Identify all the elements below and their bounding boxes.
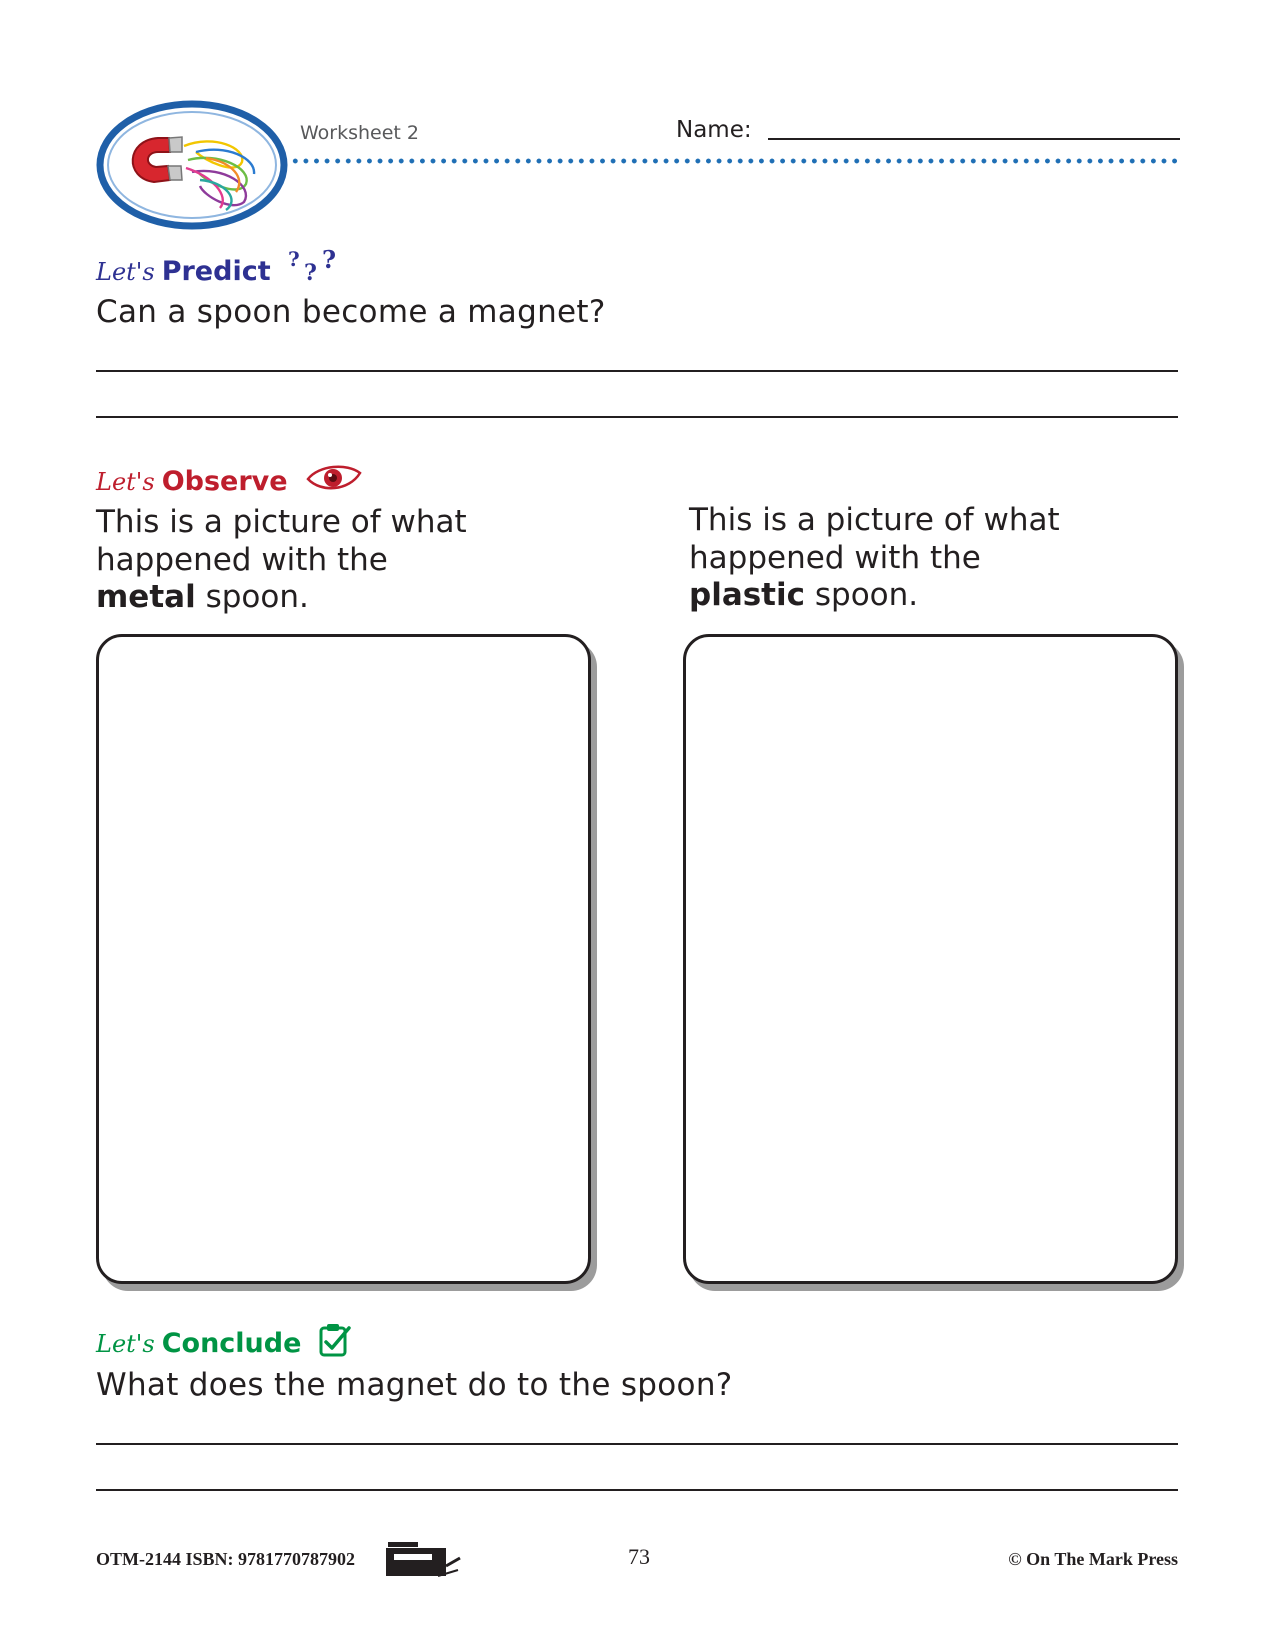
predict-answer-line-2[interactable] [96,416,1178,418]
plastic-spoon-drawing-box[interactable] [683,634,1178,1284]
worksheet-label: Worksheet 2 [300,122,420,144]
plastic-caption-tail: spoon. [814,577,919,613]
metal-caption [96,504,576,617]
plastic-caption-line2: happened with the [689,539,981,576]
predict-answer-line-1[interactable] [96,370,1178,372]
svg-text:?: ? [322,246,337,274]
conclude-answer-line-2[interactable] [96,1489,1178,1491]
observe-title: Observe [161,466,288,497]
photocopier-icon [386,1540,462,1580]
metal-caption-line2: happened with the [96,541,388,578]
conclude-title: Conclude [161,1328,302,1359]
footer-copyright: © On The Mark Press [1008,1549,1178,1569]
plastic-caption [689,502,1169,615]
svg-text:?: ? [304,260,317,284]
metal-caption-tail: spoon. [205,579,309,615]
metal-caption-bold: metal [96,579,196,615]
footer-isbn: OTM-2144 ISBN: 9781770787902 [96,1549,356,1569]
name-field[interactable] [768,138,1180,140]
conclude-lets: Let's [96,1330,155,1358]
eye-icon [305,461,363,495]
conclude-heading [96,1322,353,1359]
conclude-question: What does the magnet do to the spoon? [96,1367,733,1403]
predict-title: Predict [161,256,271,287]
dotted-divider [290,158,1180,164]
clipboard-check-icon [317,1322,353,1358]
page-number: 73 [628,1544,650,1569]
predict-heading [96,246,342,287]
question-marks-icon [286,246,342,284]
svg-text:?: ? [288,247,300,271]
magnet-logo-icon [96,100,288,230]
metal-spoon-drawing-box[interactable] [96,634,591,1284]
plastic-caption-line1: This is a picture of what [689,502,1060,538]
metal-caption-line1: This is a picture of what [96,504,467,540]
predict-question: Can a spoon become a magnet? [96,294,606,330]
observe-lets: Let's [96,468,155,496]
name-label: Name: [676,117,752,143]
conclude-answer-line-1[interactable] [96,1443,1178,1445]
plastic-caption-bold: plastic [689,577,806,613]
predict-lets: Let's [96,258,155,286]
observe-heading [96,461,363,497]
